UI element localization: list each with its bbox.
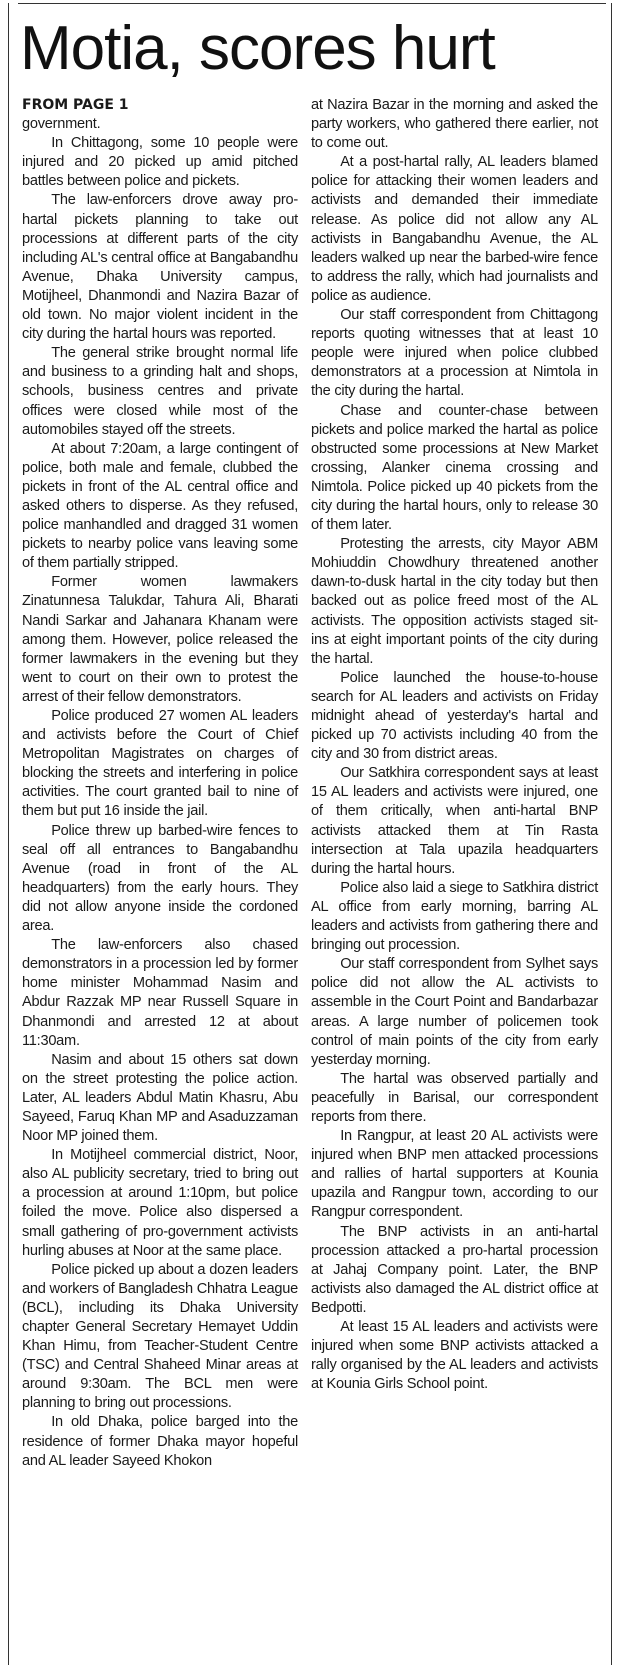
article-paragraph: government. [22,116,101,133]
article-paragraph: Police produced 27 women AL leaders and activists before the Court of Chief Metropolitan Magistrates on charges of blocking the streets and interfering in police activities. The court granted bail to nine of them but put 16 inside the jail. [22,708,298,820]
article-paragraph: Our staff correspondent from Sylhet says police did not allow the AL activists to assemble in the Court Point and Bandarbazar areas. A large number of policemen took control of main points of the city from early yesterday morning. [311,956,598,1068]
article-paragraph: At least 15 AL leaders and activists were injured when some BNP activists attacked a rally organised by the AL leaders and activists at Kounia Girls School point. [311,1319,598,1393]
frame-left-rule [8,3,9,1665]
article-paragraph: Police picked up about a dozen leaders and workers of Bangladesh Chhatra League (BCL), including its Dhaka University chapter General Secretary Hemayet Uddin Khan Himu, from Teacher-Student Centre (TSC) and Central Shaheed Minar areas at around 9:30am. The BCL men were planning to bring out processions. [22,1261,298,1412]
article-paragraph: Police also laid a siege to Satkhira district AL office from early morning, barring AL leaders and activists from gathering there and bringing out procession. [311,879,598,954]
article-paragraph: At a post-hartal rally, AL leaders blamed police for attacking their women leaders and activists and demanded their immediate release. As police did not allow any AL activists in Bangabandhu Avenue, the AL leaders walked up near the barbed-wire fence to address the rally, which had journalists and police as audience. [311,154,598,304]
article-paragraph: The general strike brought normal life and business to a grinding halt and shops, schools, business centres and private offices were closed while most of the automobiles stayed off the streets. [22,345,298,438]
article-paragraph: Nasim and about 15 others sat down on the street protesting the police action. Later, AL leaders Abdul Matin Khasru, Abu Sayeed, Faruq Khan MP and Asaduzzaman Noor MP joined them. [22,1051,298,1145]
article-paragraph: In Chittagong, some 10 people were injured and 20 picked up amid pitched battles between police and pickets. [22,135,298,190]
article-paragraph: Protesting the arrests, city Mayor ABM Mohiuddin Chowdhury threatened another dawn-to-dusk hartal in the city today but then backed out as police freed most of the AL activists. The opposition activists staged sit-ins at eight important points of the city during the hartal. [311,536,598,667]
column-2-body [311,96,598,1394]
article-paragraph: The law-enforcers drove away pro-hartal pickets planning to take out processions at different parts of the city including AL's central office at Bangabandhu Avenue, Dhaka University campus, Motijheel, Dhanmondi and Nazira Bazar of old town. No major violent incident in the city during the hartal hours was reported. [22,192,298,343]
article-paragraph: The hartal was observed partially and peacefully in Barisal, our correspondent reports from there. [311,1070,598,1125]
article-column-2 [311,96,598,1394]
continuation-kicker: FROM PAGE 1 [22,97,129,113]
article-paragraph: Former women lawmakers Zinatunnesa Talukdar, Tahura Ali, Bharati Nandi Sarkar and Jahanara Khanam were among them. However, police released the former lawmakers in the evening but they went to court on their own to protest the arrest of their fellow demonstrators. [22,574,298,705]
headline: Motia, scores hurt [20,14,495,83]
column-1-body [22,115,298,1471]
article-paragraph: Chase and counter-chase between pickets and police marked the hartal as police obstructed some processions at New Market crossing, Alanker cinema crossing and Nimtola. Police picked up 40 pickets from the city during the hartal hours, only to release 30 of them later. [311,402,598,534]
article-paragraph: Police launched the house-to-house search for AL leaders and activists on Friday midnight ahead of yesterday's hartal and picked up 70 activists including 40 from the city and 30 from district areas. [311,669,598,763]
frame-top-rule [18,3,606,4]
article-paragraph: at Nazira Bazar in the morning and asked the party workers, who gathered there earlier, not to come out. [311,97,598,152]
article-paragraph: Police threw up barbed-wire fences to seal off all entrances to Bangabandhu Avenue (road in front of the AL headquarters) from the early hours. They did not allow anyone inside the cordoned area. [22,822,298,935]
article-paragraph: In Motijheel commercial district, Noor, also AL publicity secretary, tried to bring out a procession at around 1:10pm, but police foiled the move. Police also dispersed a small gathering of pro-government activists hurling abuses at Noor at the same place. [22,1147,298,1259]
article-paragraph: In Rangpur, at least 20 AL activists were injured when BNP men attacked processions and rallies of hartal supporters at Kounia upazila and Rangpur town, according to our Rangpur correspondent. [311,1128,598,1221]
article-paragraph: At about 7:20am, a large contingent of police, both male and female, clubbed the pickets in front of the AL central office and asked others to disperse. As they refused, police manhandled and dragged 31 women pickets to nearby police vans leaving some of them partially stripped. [22,440,298,572]
article-paragraph: Our staff correspondent from Chittagong reports quoting witnesses that at least 10 people were injured when police clubbed demonstrators at a procession at Nimtola in the city during the hartal. [311,307,598,400]
article-paragraph: Our Satkhira correspondent says at least 15 AL leaders and activists were injured, one of them critically, when anti-hartal BNP activists attacked them at Tin Rasta intersection at Tala upazila headquarters during the hartal hours. [311,765,598,877]
article-paragraph: The law-enforcers also chased demonstrators in a procession led by former home minister Mohammad Nasim and Abdur Razzak MP near Russell Square in Dhanmondi and arrested 12 at about 11:30am. [22,937,298,1049]
article-paragraph: In old Dhaka, police barged into the residence of former Dhaka mayor hopeful and AL leader Sayeed Khokon [22,1414,298,1469]
frame-right-rule [611,3,612,1665]
article-column-1 [22,96,298,1471]
article-paragraph: The BNP activists in an anti-hartal procession attacked a pro-hartal procession at Jahaj Company point. Later, the BNP activists also damaged the AL district office at Bedpotti. [311,1223,598,1316]
